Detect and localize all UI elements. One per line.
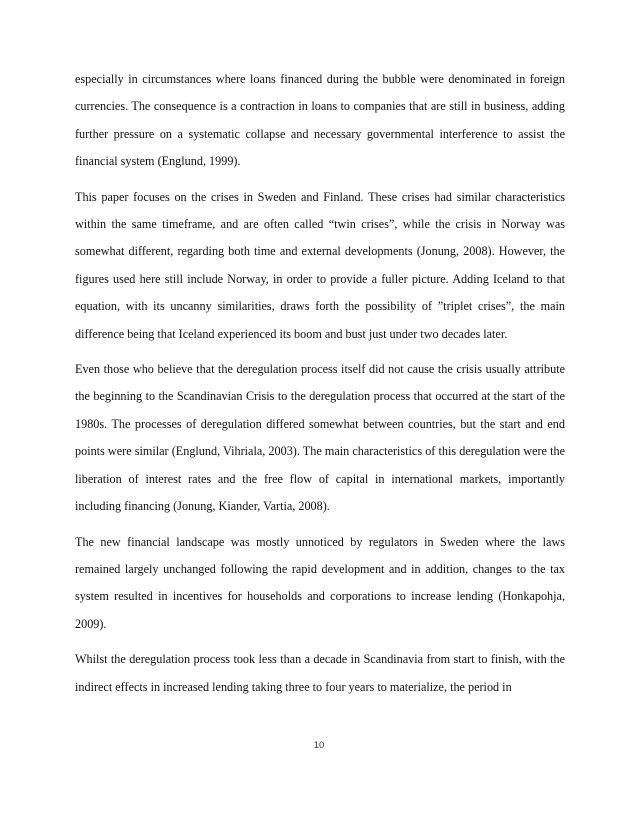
page-number: 10 <box>313 740 325 751</box>
paragraph-3: Even those who believe that the deregulation process itself did not cause the crisis usually attribute the beginning to the Scandinavian Crisis to the deregulation process that occurred at the start of the 1980s. The processes of deregulation differed somewhat between countries, but the start and end points were similar (Englund, Vihriala, 2003). The main characteristics of this deregulation were the liberation of interest rates and the free flow of capital in international markets, importantly including financing (Jonung, Kiander, Vartia, 2008). <box>75 362 565 514</box>
paragraph-2: This paper focuses on the crises in Sweden and Finland. These crises had similar characteristics within the same timeframe, and are often called “twin crises”, while the crisis in Norway was somewhat different, regarding both time and external developments (Jonung, 2008). However, the figures used here still include Norway, in order to provide a fuller picture. Adding Iceland to that equation, with its uncanny similarities, draws forth the possibility of ”triplet crises”, the main difference being that Iceland experienced its boom and bust just under two decades later. <box>75 189 565 341</box>
body-text <box>75 66 565 709</box>
paragraph-1: especially in circumstances where loans financed during the bubble were denominated in foreign currencies. The consequence is a contraction in loans to companies that are still in business, adding further pressure on a systematic collapse and necessary governmental interference to assist the financial system (Englund, 1999). <box>75 72 565 169</box>
paragraph-4: The new financial landscape was mostly unnoticed by regulators in Sweden where the laws remained largely unchanged following the rapid development and in addition, changes to the tax system resulted in incentives for households and corporations to increase lending (Honkapohja, 2009). <box>75 534 565 631</box>
paragraph-5: Whilst the deregulation process took less than a decade in Scandinavia from start to finish, with the indirect effects in increased lending taking three to four years to materialize, the period in <box>75 652 565 694</box>
